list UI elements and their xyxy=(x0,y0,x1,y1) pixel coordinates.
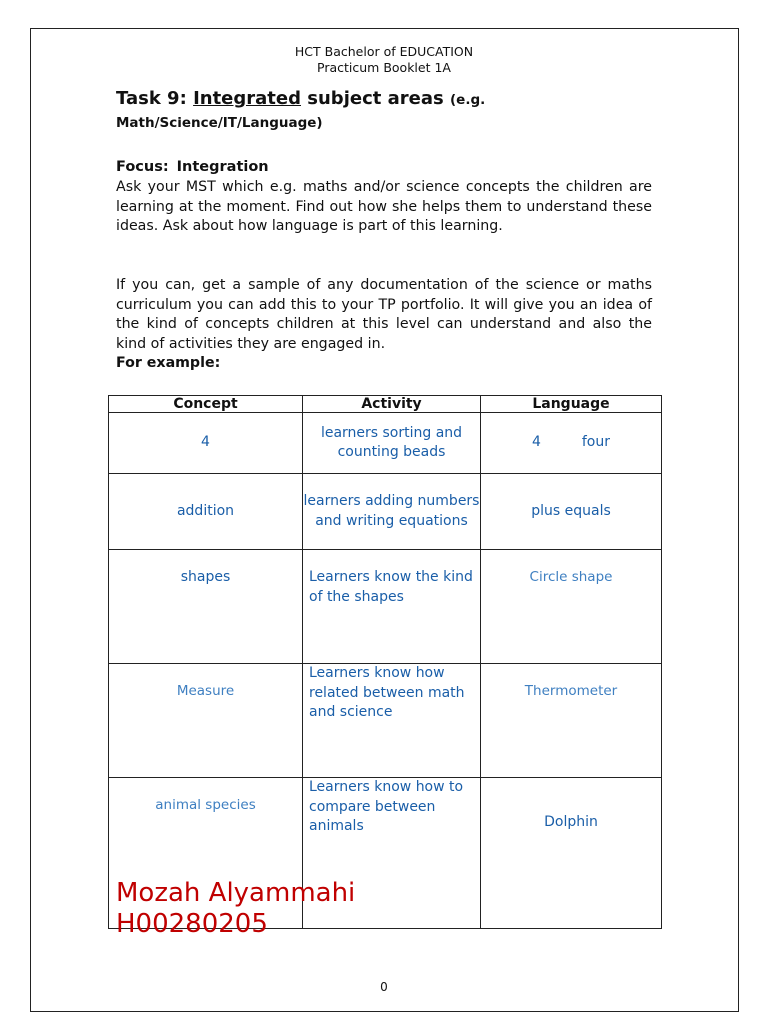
task-keyword: Integrated xyxy=(193,88,301,109)
language-cell: plus equals xyxy=(481,474,662,550)
table-row xyxy=(109,474,662,550)
paragraph-instructions: Ask your MST which e.g. maths and/or science concepts the children are learning at the moment. Find out how she helps them to understand these ideas. Ask about how language is part of this learning. xyxy=(116,179,652,235)
table-row xyxy=(109,664,662,778)
table-row xyxy=(109,413,662,474)
task-title-rest: subject areas xyxy=(307,88,444,109)
task-subtitle: Math/Science/IT/Language) xyxy=(116,115,323,131)
activity-cell: learners adding numbers and writing equations xyxy=(303,474,481,550)
language-number: 4 xyxy=(532,434,541,451)
student-id: H00280205 xyxy=(116,909,268,939)
concept-cell: shapes xyxy=(109,550,303,664)
for-example-label: For example: xyxy=(116,355,221,371)
student-name: Mozah Alyammahi xyxy=(116,878,356,908)
language-cell: Dolphin xyxy=(481,778,662,929)
task-number: Task 9: xyxy=(116,88,187,109)
focus-value: Integration xyxy=(176,159,269,175)
table-header-row xyxy=(109,396,662,413)
language-cell xyxy=(481,413,662,474)
language-cell: Circle shape xyxy=(481,550,662,664)
table-row xyxy=(109,550,662,664)
activity-cell: Learners know how to compare between animals xyxy=(303,778,481,929)
activity-cell: learners sorting and counting beads xyxy=(303,413,481,474)
header-activity: Activity xyxy=(303,396,481,413)
header-language: Language xyxy=(481,396,662,413)
header-booklet: Practicum Booklet 1A xyxy=(317,60,451,75)
task-eg: (e.g. xyxy=(450,92,486,108)
paragraph-documentation: If you can, get a sample of any documentation of the science or maths curriculum you can add this to your TP portfolio. It will give you an idea of the kind of concepts children at this level can understand and also the kind of activities they are engaged in. xyxy=(116,277,652,352)
page-number: 0 xyxy=(380,980,388,994)
integration-table xyxy=(108,395,662,929)
task-title xyxy=(116,88,485,109)
language-cell: Thermometer xyxy=(481,664,662,778)
header-program: HCT Bachelor of EDUCATION xyxy=(294,44,474,59)
activity-cell: Learners know how related between math and science xyxy=(303,664,481,778)
language-word: four xyxy=(581,434,610,451)
header-concept: Concept xyxy=(109,396,303,413)
focus-label: Focus: xyxy=(116,159,169,175)
concept-cell: Measure xyxy=(109,664,303,778)
concept-cell: addition xyxy=(109,474,303,550)
concept-cell: 4 xyxy=(109,413,303,474)
focus-line xyxy=(116,159,269,175)
concept-cell: animal species xyxy=(109,778,303,929)
activity-cell: Learners know the kind of the shapes xyxy=(303,550,481,664)
